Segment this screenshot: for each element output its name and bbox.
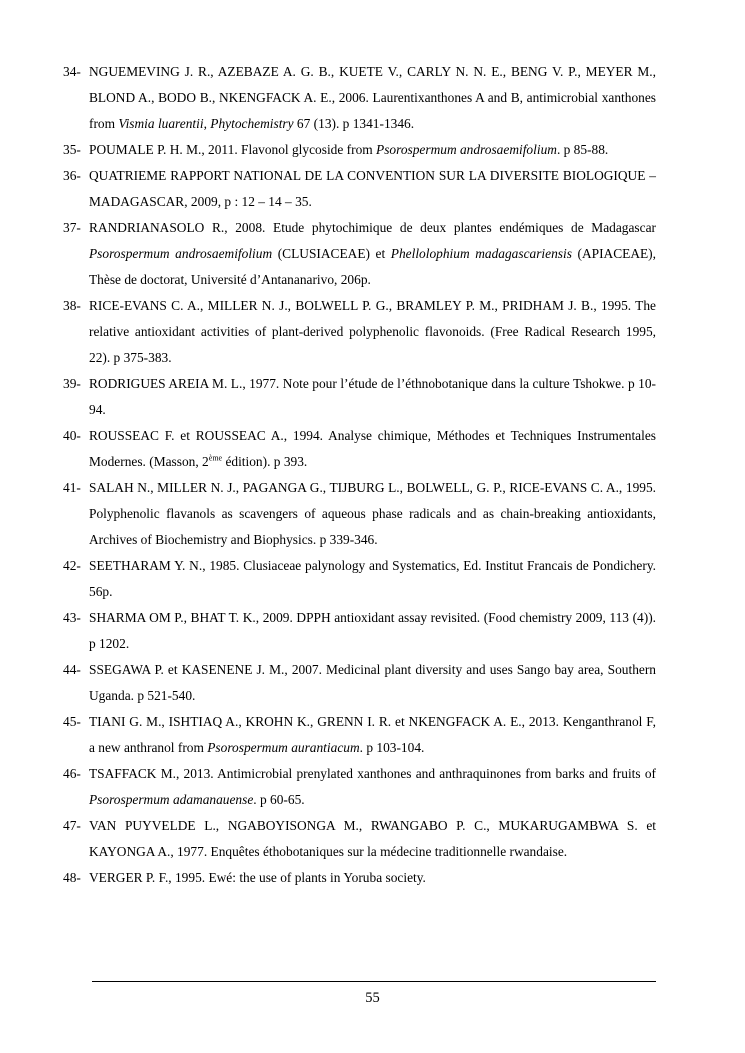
reference-number: 35-: [63, 142, 81, 157]
reference-text-segment: RANDRIANASOLO R., 2008. Etude phytochimique de deux plantes endémiques de Madagascar: [89, 220, 656, 235]
italic-species-name: Psorospermum androsaemifolium: [89, 246, 273, 261]
reference-text-segment: (CLUSIACEAE) et: [272, 246, 391, 261]
reference-entry: [63, 761, 656, 813]
reference-text-segment: SEETHARAM Y. N., 1985. Clusiaceae palynology and Systematics, Ed. Institut Francais de Pondichery. 56p.: [89, 558, 656, 599]
reference-entry: [63, 163, 656, 215]
reference-entry: [63, 865, 656, 891]
reference-text: [89, 423, 656, 475]
reference-number: 39-: [63, 376, 81, 391]
reference-entry: [63, 137, 656, 163]
reference-text-segment: RICE-EVANS C. A., MILLER N. J., BOLWELL P. G., BRAMLEY P. M., PRIDHAM J. B., 1995. The relative antioxidant activities of plant-derived polyphenolic flavonoids. (Free Radical Research 1995, 22). p 375-383.: [89, 298, 656, 365]
reference-number: 37-: [63, 220, 81, 235]
reference-entry: [63, 293, 656, 371]
reference-entry: [63, 657, 656, 709]
reference-text: [89, 813, 656, 865]
reference-text-segment: 67 (13). p 1341-1346.: [293, 116, 415, 131]
italic-species-name: Vismia luarentii: [118, 116, 204, 131]
reference-number: 36-: [63, 168, 81, 183]
reference-text-segment: SSEGAWA P. et KASENENE J. M., 2007. Medicinal plant diversity and uses Sango bay area, Southern Uganda. p 521-540.: [89, 662, 656, 703]
reference-text-segment: ,: [203, 116, 211, 131]
reference-number: 45-: [63, 714, 81, 729]
italic-species-name: Phytochemistry: [210, 116, 294, 131]
reference-text: [89, 59, 656, 137]
reference-entry: [63, 371, 656, 423]
italic-species-name: Phellolophium madagascariensis: [390, 246, 572, 261]
reference-text-segment: (APIACEAE), Thèse de doctorat, Université d’Antananarivo, 206p.: [89, 246, 656, 287]
reference-text: [89, 371, 656, 423]
footer-rule: [92, 981, 656, 982]
reference-number: 43-: [63, 610, 81, 625]
reference-text-segment: TSAFFACK M., 2013. Antimicrobial prenylated xanthones and anthraquinones from barks and fruits of: [89, 766, 656, 781]
reference-text: [89, 865, 656, 891]
reference-text: [89, 215, 656, 293]
reference-text-segment: NGUEMEVING J. R., AZEBAZE A. G. B., KUETE V., CARLY N. N. E., BENG V. P., MEYER M., BLOND A., BODO B., NKENGFACK A. E., 2006. Laurentixanthones A and B, antimicrobial xanthones from: [89, 64, 656, 131]
italic-species-name: Psorospermum aurantiacum: [207, 740, 360, 755]
reference-number: 48-: [63, 870, 81, 885]
italic-species-name: Psorospermum androsaemifolium: [376, 142, 557, 157]
reference-list: [63, 59, 656, 891]
reference-text: [89, 475, 656, 553]
reference-number: 42-: [63, 558, 81, 573]
reference-text: [89, 137, 656, 163]
reference-text-segment: TIANI G. M., ISHTIAQ A., KROHN K., GRENN I. R. et NKENGFACK A. E., 2013. Kenganthranol F, a new anthranol from: [89, 714, 656, 755]
reference-entry: [63, 423, 656, 475]
reference-number: 44-: [63, 662, 81, 677]
reference-text-segment: SHARMA OM P., BHAT T. K., 2009. DPPH antioxidant assay revisited. (Food chemistry 2009, 113 (4)). p 1202.: [89, 610, 656, 651]
reference-text-segment: VAN PUYVELDE L., NGABOYISONGA M., RWANGABO P. C., MUKARUGAMBWA S. et KAYONGA A., 1977. Enquêtes éthobotaniques sur la médecine traditionnelle rwandaise.: [89, 818, 656, 859]
reference-number: 46-: [63, 766, 81, 781]
reference-text-segment: POUMALE P. H. M., 2011. Flavonol glycoside from: [89, 142, 377, 157]
reference-text: [89, 553, 656, 605]
reference-entry: [63, 475, 656, 553]
reference-entry: [63, 605, 656, 657]
reference-text-segment: ROUSSEAC F. et ROUSSEAC A., 1994. Analyse chimique, Méthodes et Techniques Instrumentales Modernes. (Masson, 2: [89, 428, 656, 469]
reference-entry: [63, 553, 656, 605]
reference-text-segment: SALAH N., MILLER N. J., PAGANGA G., TIJBURG L., BOLWELL, G. P., RICE-EVANS C. A., 1995. Polyphenolic flavanols as scavengers of aqueous phase radicals and as chain-breaking antioxidants, Archives of Biochemistry and Biophysics. p 339-346.: [89, 480, 656, 547]
reference-text-segment: . p 103-104.: [359, 740, 425, 755]
reference-entry: [63, 709, 656, 761]
reference-number: 40-: [63, 428, 81, 443]
reference-text: [89, 709, 656, 761]
reference-number: 34-: [63, 64, 81, 79]
page-number: 55: [365, 990, 380, 1006]
reference-entry: [63, 215, 656, 293]
reference-text-segment: QUATRIEME RAPPORT NATIONAL DE LA CONVENTION SUR LA DIVERSITE BIOLOGIQUE – MADAGASCAR, 2009, p : 12 – 14 – 35.: [89, 168, 656, 209]
reference-entry: [63, 813, 656, 865]
reference-text: [89, 605, 656, 657]
reference-text-segment: RODRIGUES AREIA M. L., 1977. Note pour l’étude de l’éthnobotanique dans la culture Tshokwe. p 10-94.: [89, 376, 656, 417]
reference-text: [89, 761, 656, 813]
reference-text: [89, 293, 656, 371]
superscript-text: ème: [208, 453, 223, 463]
reference-text-segment: VERGER P. F., 1995. Ewé: the use of plants in Yoruba society.: [89, 870, 426, 885]
reference-text: [89, 657, 656, 709]
reference-number: 41-: [63, 480, 81, 495]
reference-text: [89, 163, 656, 215]
reference-text-segment: . p 85-88.: [556, 142, 609, 157]
reference-text-segment: édition). p 393.: [222, 454, 308, 469]
italic-species-name: Psorospermum adamanauense: [89, 792, 254, 807]
reference-number: 47-: [63, 818, 81, 833]
reference-entry: [63, 59, 656, 137]
reference-text-segment: . p 60-65.: [253, 792, 305, 807]
reference-number: 38-: [63, 298, 81, 313]
